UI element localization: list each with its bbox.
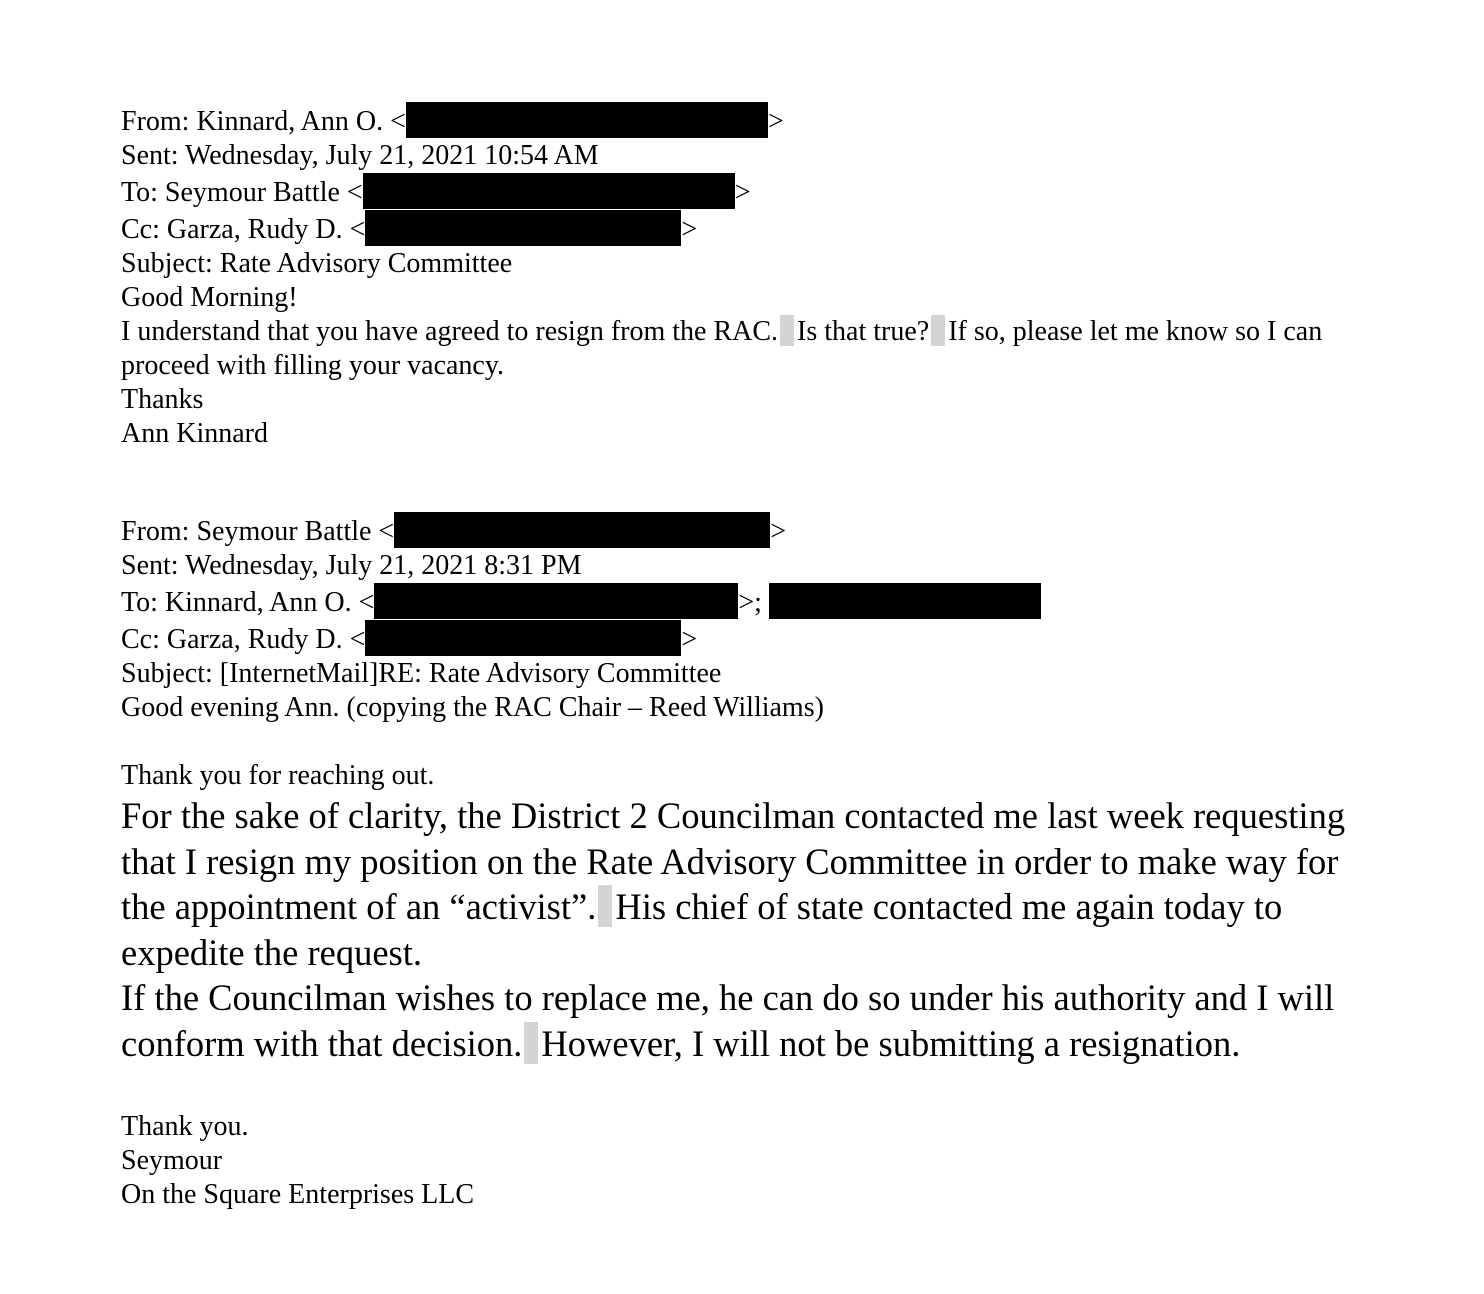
- paragraph-1-sentence-1: For the sake of clarity, the District 2 Councilman contacted me last week requesting that I resign my position on the Rate Advisory Committee in order to make way for the appointment of an “activist”.: [121, 795, 1346, 927]
- from-label: From: Seymour Battle <: [121, 516, 395, 547]
- company-name: On the Square Enterprises LLC: [121, 1179, 475, 1210]
- redacted-email-address: [394, 512, 770, 548]
- redacted-email-address: [374, 583, 738, 619]
- redacted-email-address: [363, 173, 735, 209]
- to-label: To: Seymour Battle <: [121, 177, 363, 208]
- body-sentence-3: If so, please let me know so I can proceed with filling your vacancy.: [121, 316, 1323, 381]
- redaction-gap: [931, 315, 945, 346]
- cc-label: Cc: Garza, Rudy D. <: [121, 624, 366, 655]
- from-line: [121, 102, 1361, 139]
- email-message-2: [121, 512, 1361, 1212]
- cc-line: [121, 620, 1361, 657]
- redacted-email-address: [406, 102, 768, 138]
- to-label: To: Kinnard, Ann O. <: [121, 587, 375, 618]
- to-line: [121, 583, 1361, 620]
- close-bracket-semicolon: >;: [738, 587, 762, 618]
- paragraph-2-sentence-1: If the Councilman wishes to replace me, he can do so under his authority and I will conform with that decision.: [121, 977, 1335, 1064]
- redaction-gap: [524, 1022, 538, 1064]
- close-bracket: >: [681, 214, 698, 245]
- email-message-1: [121, 102, 1361, 451]
- subject-line: Subject: Rate Advisory Committee: [121, 248, 513, 279]
- message-body: [121, 315, 1361, 383]
- sent-line: Sent: Wednesday, July 21, 2021 10:54 AM: [121, 140, 599, 171]
- to-line: [121, 173, 1361, 210]
- greeting: Good Morning!: [121, 282, 298, 313]
- paragraph-1-sentence-2: His chief of state contacted me again today to expedite the request.: [121, 886, 1283, 973]
- redaction-gap: [780, 315, 794, 346]
- redaction-gap: [598, 885, 612, 927]
- cc-label: Cc: Garza, Rudy D. <: [121, 214, 366, 245]
- closing: Thank you.: [121, 1111, 249, 1142]
- cc-line: [121, 210, 1361, 247]
- from-line: [121, 512, 1361, 549]
- from-label: From: Kinnard, Ann O. <: [121, 106, 406, 137]
- thanks-line: Thank you for reaching out.: [121, 760, 435, 791]
- spacer: [121, 1066, 1361, 1110]
- body-sentence-2: Is that true?: [797, 316, 930, 347]
- closing: Thanks: [121, 384, 204, 415]
- close-bracket: >: [770, 516, 787, 547]
- signature: Seymour: [121, 1145, 223, 1176]
- message-paragraph-1: [121, 793, 1361, 975]
- sent-line: Sent: Wednesday, July 21, 2021 8:31 PM: [121, 550, 582, 581]
- redacted-email-address: [365, 210, 681, 246]
- message-paragraph-2: [121, 975, 1361, 1066]
- subject-line: Subject: [InternetMail]RE: Rate Advisory Committee: [121, 658, 722, 689]
- close-bracket: >: [681, 624, 698, 655]
- paragraph-2-sentence-2: However, I will not be submitting a resignation.: [541, 1022, 1241, 1064]
- body-sentence-1: I understand that you have agreed to resign from the RAC.: [121, 316, 779, 347]
- greeting: Good evening Ann. (copying the RAC Chair – Reed Williams): [121, 692, 824, 723]
- close-bracket: >: [734, 177, 751, 208]
- close-bracket: >: [767, 106, 784, 137]
- redacted-email-address: [769, 583, 1041, 619]
- spacer: [121, 725, 1361, 759]
- signature: Ann Kinnard: [121, 418, 268, 449]
- redacted-email-address: [365, 620, 681, 656]
